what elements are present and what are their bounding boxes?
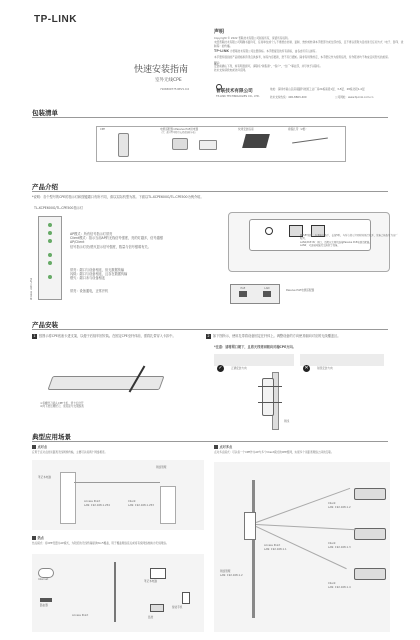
scenario-p2p-desc: 应用于点对点的远距离无线网桥传输，主要可以将两个网络相连。 xyxy=(32,451,108,454)
company-name-en: TP-LINK TECHNOLOGIES CO., LTD. xyxy=(216,95,260,98)
ap-pole xyxy=(252,480,255,618)
phone-icon xyxy=(182,592,190,604)
laptop-icon xyxy=(150,568,166,579)
scenario-p2p-title: 点对点 xyxy=(32,445,47,449)
bracket-illustration xyxy=(50,362,180,398)
intro-model: TL-XCPE600G/TL-CPE500指示灯 xyxy=(34,206,84,210)
statement-line: 未经普联技术有限公司明确书面许可，任何单位或个人不得擅自仿制、复制、誊抄或转译本手册部分或全部内容，且不得以营利为目的进行任何方式（电子、影印、录制等）的传播。 xyxy=(214,41,404,48)
camera-icon xyxy=(150,604,164,612)
statement-line: 本手册所提到的产品规格和资讯仅供参考，如有内容更新，恕不另行通知。除非有特殊约定，本手册仅作为使用指导，所作陈述均不构成任何形式的担保。 xyxy=(214,55,391,59)
check-icon: ✓ xyxy=(218,365,223,371)
guide-title: 快速安装指南 xyxy=(134,65,189,75)
divider xyxy=(32,329,388,330)
intro-note: *说明：各个型号的CPE的指示灯和按键端口有所不同，请以实际机型为准。下面以TL-XCPE600G/TL-CPE500为例介绍。 xyxy=(32,195,204,199)
statement-logo: TP-LINK xyxy=(214,49,230,54)
company-name-cn: 普联技术有限公司 xyxy=(216,89,253,94)
client-label: Client xyxy=(128,500,136,503)
guide-subtitle: 室外无线CPE xyxy=(155,78,182,83)
ap-building xyxy=(60,472,76,524)
guide-booklet-icon xyxy=(242,134,270,148)
led-desc: AP模式：所有信号指示灯常亮 Client模式：指示当前AP的无线信号强度，亮的灯越多，信号越强 AP/Client 信号指示灯亮/熄灭显示信号强度，数量与信号强弱有关。 xyxy=(70,232,164,249)
port-notes: RESET按钮：在通电状态下，长按5秒，当所有指示灯同时闪烁后松开，设备会被恢复为出厂配置。 LAN1/PoE IN：网口，适配以太网线连接Passive PoE电源适配器。 LAN2：可连接电脑及交换机等设备。 xyxy=(300,234,398,248)
install-title: 产品安装 xyxy=(32,321,58,329)
cable-label: 网线 xyxy=(284,420,290,423)
tp-link-logo: TP-LINK xyxy=(34,14,77,25)
poe-adapter: PoE LAN xyxy=(230,284,280,304)
note-line: 技术支持请致电或访问官网。 xyxy=(214,68,248,72)
statement-block xyxy=(214,28,404,72)
orientation-wrong: ✕ 错误安装方向 xyxy=(300,354,384,366)
sys-status: 常亮：设备通电，正常开机 xyxy=(70,289,109,293)
scenario-hotspot-title: 热点 xyxy=(32,536,44,540)
p2mp-diagram: Access Point LAN: 192.168.1.1 网络管理 LAN: 192.168.1.2 Client LAN: 192.168.1.2 Client LAN: 192.168.1.3 Client LAN: 192.168.1.4 xyxy=(214,462,390,632)
router-icon xyxy=(40,598,52,602)
packing-title: 包装清单 xyxy=(32,109,58,117)
scenario-p2mp-desc: 点对多点模式：可以将一个CPE作为AP与多个Client模式的CPE组网，实现多个远距离网络之间的互联。 xyxy=(214,451,334,454)
packing-item: 快速安装指南 xyxy=(238,128,278,148)
doc-id: 7106500775 REV1.0.0 xyxy=(160,88,190,91)
cpe-pole xyxy=(114,562,116,622)
ap-lan: LAN: 192.168.1.254 xyxy=(84,504,110,507)
packing-item: 电源适配器×Passive PoE供电器 （注：部分型号附带支架或抱箍卡扣） xyxy=(160,128,228,154)
scenario-hotspot-desc: 热点模式：将CPE设置为AP模式，为附近的无线终端提供Wi-Fi覆盖，用于覆盖网络盲点或将有线网络转换为无线网络。 xyxy=(32,542,169,545)
port-status: 常亮：端口与设备相连，但无数据传输 闪烁：端口与设备相连，且存在数据传输 熄灭：端口未与设备相连 xyxy=(70,268,128,281)
company-hotline: 技术支持热线：400-8863-400 xyxy=(270,96,307,99)
client-cam-3 xyxy=(354,568,386,580)
install-step-2: 2 如下图所示，使用扎带将设备固定在杆体上。调整设备的方向使其朝向对应的无线覆盖区。 xyxy=(207,334,341,338)
computer-label: 笔记本电脑 xyxy=(38,476,51,479)
divider xyxy=(32,117,388,118)
intro-title: 产品介绍 xyxy=(32,183,58,191)
client-building xyxy=(160,486,176,524)
cloud-icon xyxy=(38,568,54,578)
company-address: 地址：深圳市南山区深南路科技园工业厂房24栋南段1层、3-5层、28栋北段1-4层 xyxy=(270,88,365,91)
statement-title: 声明 xyxy=(214,29,225,35)
note-title: 提示： xyxy=(214,62,222,66)
pole-illustration xyxy=(244,372,304,428)
note-line: 安装前确认下列，如有明显损坏，请联系"销售商"，"客户"，"生厂"事业部，并尽快予以联系。 xyxy=(214,65,323,69)
install-step-1: 1 按图示将CPE底座卡进支架，以便于后续牢固安装。在固定CPE至杆体前，需将扎带穿入卡扣中。 xyxy=(33,334,176,338)
p2p-diagram xyxy=(32,460,204,530)
led-side-label: Wireless LAN1 LAN2 xyxy=(30,277,33,300)
divider xyxy=(32,441,388,442)
divider xyxy=(32,191,388,192)
client-cam-1 xyxy=(354,488,386,500)
step-1-tips: ①将螺丝刀插入CPE卡扣，使卡扣分开 ②向下按压螺丝刀，使底座与支架脱离 xyxy=(40,402,84,409)
scenario-p2mp-title: 点对多点 xyxy=(214,445,232,449)
poe-injector-icon xyxy=(199,140,217,150)
poe-adapter-label: Passive PoE电源适配器 xyxy=(286,289,315,292)
company-website: 公司网址：www.tp-link.com.cn xyxy=(335,96,374,99)
packing-item: CPE xyxy=(100,128,150,157)
orientation-correct: ✓ 正确安装方向 xyxy=(214,354,294,366)
hotspot-diagram: Internet 路由器 Access Point 笔记本电脑 智能手机 监控 xyxy=(32,554,204,632)
statement-line: TP-LINK 为普联技术有限公司注册商标。本手册提及的所有商标，由各自所有人拥有。 xyxy=(214,49,319,54)
packing-item: 抱箍扎带（2根） xyxy=(288,128,340,141)
power-adapter-icon xyxy=(172,138,188,150)
led-panel xyxy=(38,216,62,300)
scenarios-title: 典型应用场景 xyxy=(32,433,71,441)
reset-button[interactable] xyxy=(265,227,273,235)
network-label: 网络管理 xyxy=(156,466,167,469)
client-cam-2 xyxy=(354,528,386,540)
cross-icon: ✕ xyxy=(304,365,309,371)
install-warning: *注意：请将网口朝下，且将天线背面朝向对端CPE方向。 xyxy=(214,345,296,349)
ap-label: Access Point xyxy=(84,500,101,503)
cpe-device-icon xyxy=(118,133,129,157)
statement-line: Copyright © 2022 普联技术有限公司版权所有，保留所有权利。 xyxy=(214,37,291,40)
client-lan: LAN: 192.168.1.253 xyxy=(128,504,154,507)
